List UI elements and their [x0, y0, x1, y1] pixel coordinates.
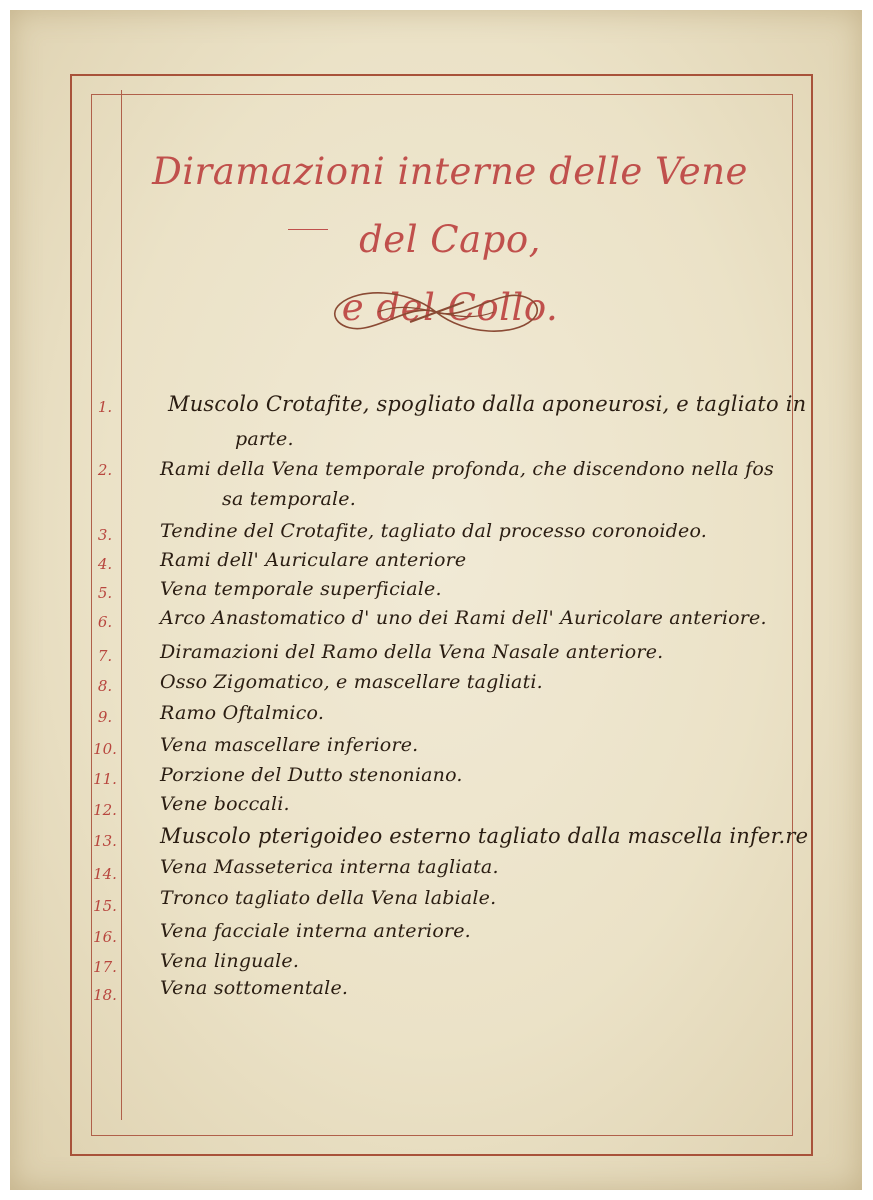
- item-number: 8.: [97, 677, 113, 695]
- item-number: 3.: [97, 526, 113, 544]
- item-text: Tronco tagliato della Vena labiale.: [160, 887, 497, 909]
- item-number: 9.: [97, 708, 113, 726]
- item-text: Osso Zigomatico, e mascellare tagliati.: [160, 671, 543, 693]
- item-number: 7.: [97, 647, 113, 665]
- item-number: 5.: [97, 584, 113, 602]
- item-number: 13.: [93, 832, 117, 850]
- item-text: Diramazioni del Ramo della Vena Nasale anteriore.: [160, 641, 664, 663]
- item-text: Muscolo Crotafite, spogliato dalla aponeurosi, e tagliato in: [168, 392, 807, 416]
- item-text: Rami dell' Auriculare anteriore: [160, 549, 467, 571]
- item-number: 2.: [97, 461, 113, 479]
- item-text: Tendine del Crotafite, tagliato dal processo coronoideo.: [160, 520, 708, 542]
- item-text: Vena linguale.: [160, 950, 300, 972]
- item-number: 17.: [93, 958, 117, 976]
- title-line-1: Diramazioni interne delle Vene del Capo,: [152, 150, 748, 261]
- item-number: 10.: [93, 740, 117, 758]
- item-number: 15.: [93, 897, 117, 915]
- item-text-continuation: parte.: [235, 428, 294, 450]
- item-text: Vena temporale superficiale.: [160, 578, 442, 600]
- item-number: 4.: [97, 555, 113, 573]
- item-text: Vena mascellare inferiore.: [160, 734, 419, 756]
- item-text: Vena Masseterica interna tagliata.: [160, 856, 499, 878]
- title-line-2: e del Collo.: [341, 286, 559, 329]
- item-number: 11.: [93, 770, 117, 788]
- item-text-continuation: sa temporale.: [222, 488, 356, 510]
- item-number: 6.: [97, 613, 113, 631]
- item-text: Arco Anastomatico d' uno dei Rami dell' Auricolare anteriore.: [160, 607, 767, 629]
- item-number: 18.: [93, 986, 117, 1004]
- item-text: Vena sottomentale.: [160, 977, 349, 999]
- item-text: Rami della Vena temporale profonda, che discendono nella fos: [160, 458, 774, 480]
- item-number: 16.: [93, 928, 117, 946]
- item-number: 14.: [93, 865, 117, 883]
- item-text: Vene boccali.: [160, 793, 290, 815]
- item-text: Porzione del Dutto stenoniano.: [160, 764, 463, 786]
- item-text: Ramo Oftalmico.: [160, 702, 325, 724]
- item-text: Vena facciale interna anteriore.: [160, 920, 471, 942]
- item-number: 12.: [93, 801, 117, 819]
- item-number: 1.: [97, 398, 113, 416]
- item-text: Muscolo pterigoideo esterno tagliato dalla mascella infer.re: [160, 824, 809, 848]
